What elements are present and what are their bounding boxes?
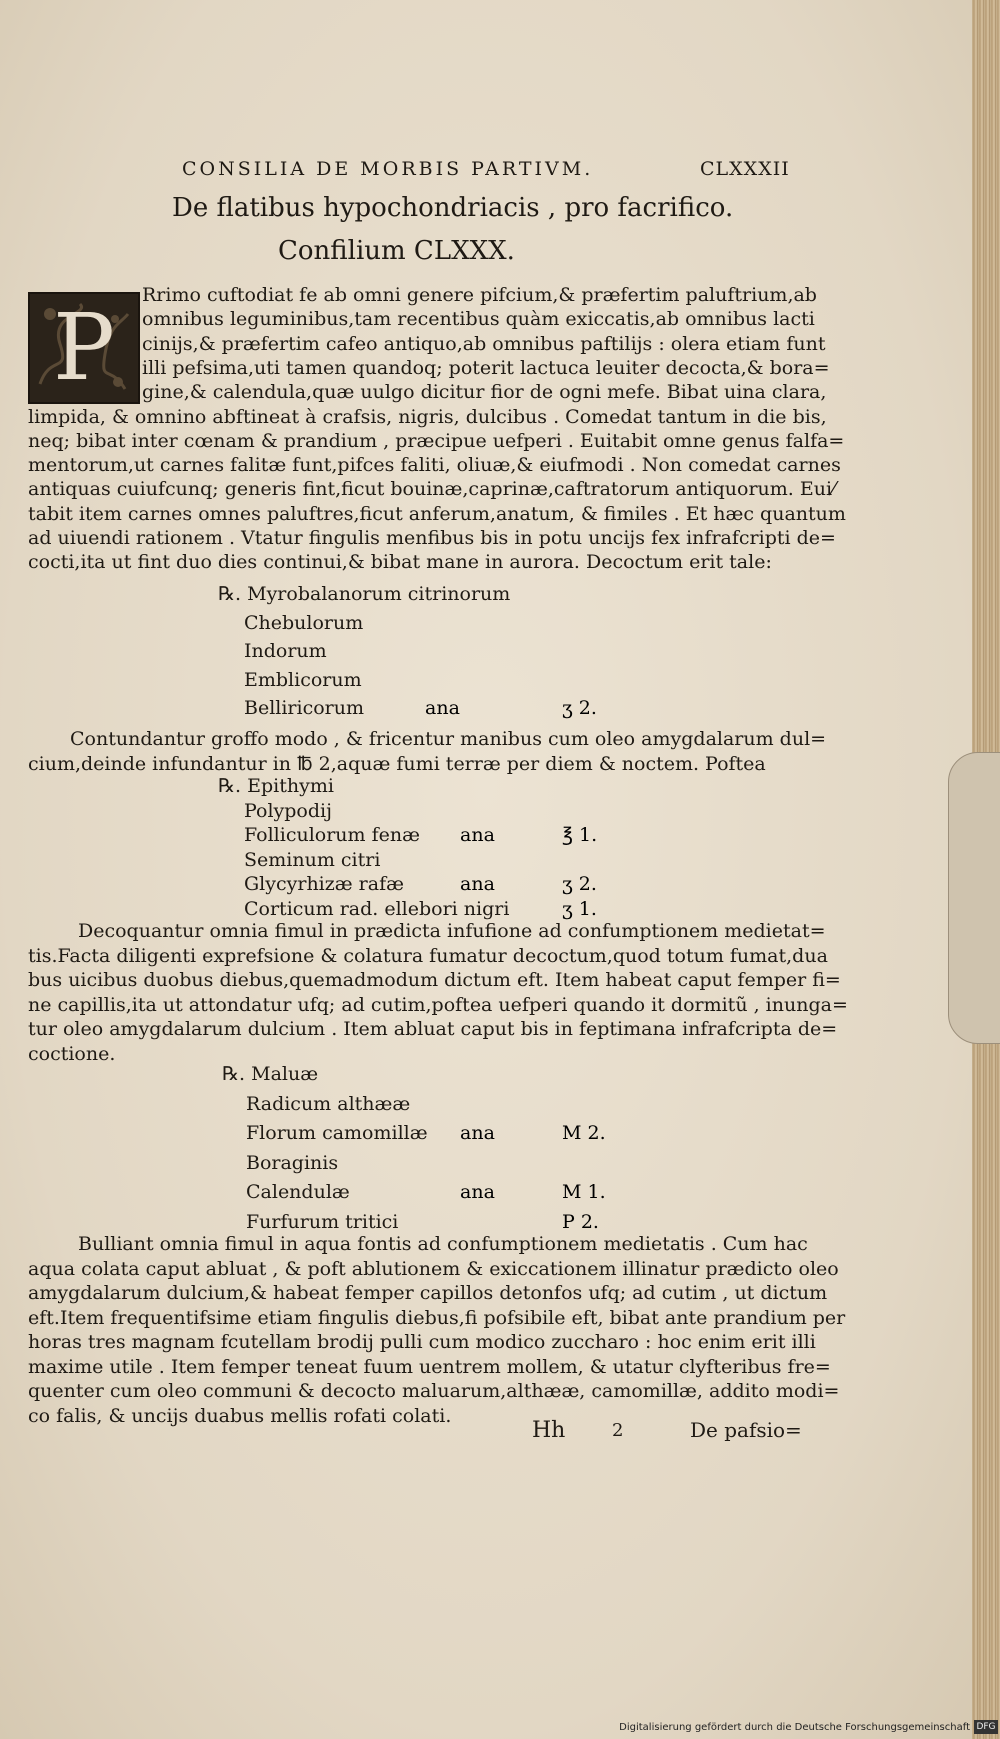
text-line: maxime utile . Item femper teneat fuum uentrem mollem, & utatur clyfteribus fre=	[28, 1355, 831, 1378]
ana-label: ana	[425, 697, 460, 719]
decorated-initial	[28, 292, 140, 404]
ingredient-name: ℞. Epithymi	[218, 775, 334, 797]
text-line: quenter cum oleo communi & decocto maluarum,althææ, camomillæ, addito modi=	[28, 1380, 840, 1402]
ingredient-name: Seminum citri	[244, 848, 381, 871]
text-line: aqua colata caput abluat , & poft ablutionem & exiccationem illinatur prædicto oleo	[28, 1257, 839, 1280]
text-line: coctione.	[28, 1042, 116, 1065]
digitization-credit: Digitalisierung gefördert durch die Deutsche Forschungsgemeinschaft	[619, 1722, 970, 1733]
text-line: horas tres magnam fcutellam brodij pulli cum modico zuccharo : hoc enim erit illi	[28, 1331, 816, 1353]
text-line: neq; bibat inter cœnam & prandium , præcipue uefperi . Euitabit omne genus falfa=	[28, 429, 845, 452]
text-line: Bulliant omnia fimul in aqua fontis ad confumptionem medietatis . Cum hac	[78, 1233, 808, 1255]
chapter-title: De flatibus hypochondriacis , pro facrifico.	[172, 193, 734, 223]
ingredient-quantity: M 2.	[562, 1122, 606, 1144]
text-line: cium,deinde infundantur in ℔ 2,aquæ fumi terræ per diem & noctem. Poftea	[28, 753, 766, 775]
text-line: tur oleo amygdalarum dulcium . Item abluat caput bis in feptimana infrafcripta de=	[28, 1018, 838, 1040]
ingredient-quantity: ʒ 2.	[562, 873, 597, 895]
text-line: ad uiuendi rationem . Vtatur fingulis menfibus bis in potu uncijs fex infrafcripti de=	[28, 527, 836, 549]
text-line: mentorum,ut carnes falitæ funt,pifces faliti, oliuæ,& eiufmodi . Non comedat carnes	[28, 454, 841, 477]
text-line: co falis, & uncijs duabus mellis rofati colati.	[28, 1404, 452, 1427]
ana-label: ana	[460, 1181, 495, 1203]
initial-letter: P	[53, 294, 115, 401]
ingredient-name: Chebulorum	[244, 611, 364, 634]
ana-label: ana	[460, 824, 495, 846]
text-line: Rrimo cuftodiat fe ab omni genere pifcium,& præfertim paluftrium,ab	[142, 284, 817, 306]
text-line: Decoquantur omnia fimul in prædicta infufione ad confumptionem medietat=	[78, 920, 826, 942]
signature-mark: Hh	[532, 1418, 566, 1443]
signature-number: 2	[612, 1420, 624, 1441]
text-line: Contundantur groffo modo , & fricentur manibus cum oleo amygdalarum dul=	[70, 728, 827, 750]
ingredient-quantity: ℥ 1.	[562, 824, 598, 846]
ingredient-quantity: ʒ 2.	[562, 697, 597, 719]
text-line: amygdalarum dulcium,& habeat femper capillos detonfos ufq; ad cutim , ut dictum	[28, 1282, 828, 1304]
text-line: cocti,ita ut fint duo dies continui,& bibat mane in aurora. Decoctum erit tale:	[28, 551, 772, 574]
dfg-logo: DFG	[974, 1720, 998, 1734]
folio-number: CLXXXII	[700, 158, 790, 180]
ingredient-name: Emblicorum	[244, 668, 362, 691]
ana-label: ana	[460, 1122, 495, 1144]
ingredient-name: Calendulæ	[246, 1181, 350, 1203]
chapter-subtitle: Confilium CLXXX.	[278, 236, 515, 266]
text-line: cinijs,& præfertim cafeo antiquo,ab omnibus paftilijs : olera etiam funt	[142, 332, 826, 355]
ingredient-quantity: ʒ 1.	[562, 897, 597, 920]
text-line: limpida, & omnino abftineat à crafsis, nigris, dulcibus . Comedat tantum in die bis,	[28, 405, 827, 428]
text-line: eft.Item frequentifsime etiam fingulis diebus,fi pofsibile eft, bibat ante prandium per	[28, 1306, 846, 1329]
running-header: CONSILIA DE MORBIS PARTIVM.	[182, 158, 594, 180]
ingredient-name: Corticum rad. ellebori nigri	[244, 897, 510, 920]
text-line: antiquas cuiufcunq; generis fint,ficut bouinæ,caprinæ,caftratorum antiquorum. Eui⁄	[28, 478, 836, 501]
ingredient-quantity: M 1.	[562, 1181, 606, 1203]
ingredient-name: Boraginis	[246, 1151, 339, 1174]
text-line: tis.Facta diligenti exprefsione & colatura fumatur decoctum,quod totum fumat,dua	[28, 944, 828, 967]
text-line: omnibus leguminibus,tam recentibus quàm exiccatis,ab omnibus lacti	[142, 308, 815, 331]
text-line: gine,& calendula,quæ uulgo dicitur fior de ogni mefe. Bibat uina clara,	[142, 381, 827, 404]
text-line: bus uicibus duobus diebus,quemadmodum dictum eft. Item habeat caput femper fi=	[28, 969, 841, 991]
text-line: ne capillis,ita ut attondatur ufq; ad cutim,poftea uefperi quando it dormitũ , inunga=	[28, 993, 848, 1016]
ingredient-name: ℞. Maluæ	[222, 1063, 319, 1085]
catchword: De pafsio=	[690, 1418, 802, 1442]
ingredient-name: Glycyrhizæ rafæ	[244, 873, 404, 895]
ingredient-name: Florum camomillæ	[246, 1122, 428, 1144]
ingredient-name: Polypodij	[244, 799, 332, 822]
ingredient-name: Radicum althææ	[246, 1092, 411, 1115]
text-line: tabit item carnes omnes paluftres,ficut anferum,anatum, & fimiles . Et hæc quantum	[28, 502, 846, 525]
ingredient-quantity: P 2.	[562, 1210, 599, 1233]
ingredient-name: Folliculorum fenæ	[244, 824, 420, 846]
ingredient-name: ℞. Myrobalanorum citrinorum	[218, 583, 511, 605]
ingredient-name: Belliricorum	[244, 697, 365, 719]
text-line: illi pefsima,uti tamen quandoq; poterit lactuca leuiter decocta,& bora=	[142, 356, 830, 379]
ingredient-name: Indorum	[244, 640, 327, 662]
page-clip	[948, 752, 1000, 1044]
ana-label: ana	[460, 873, 495, 895]
ingredient-name: Furfurum tritici	[246, 1210, 399, 1233]
